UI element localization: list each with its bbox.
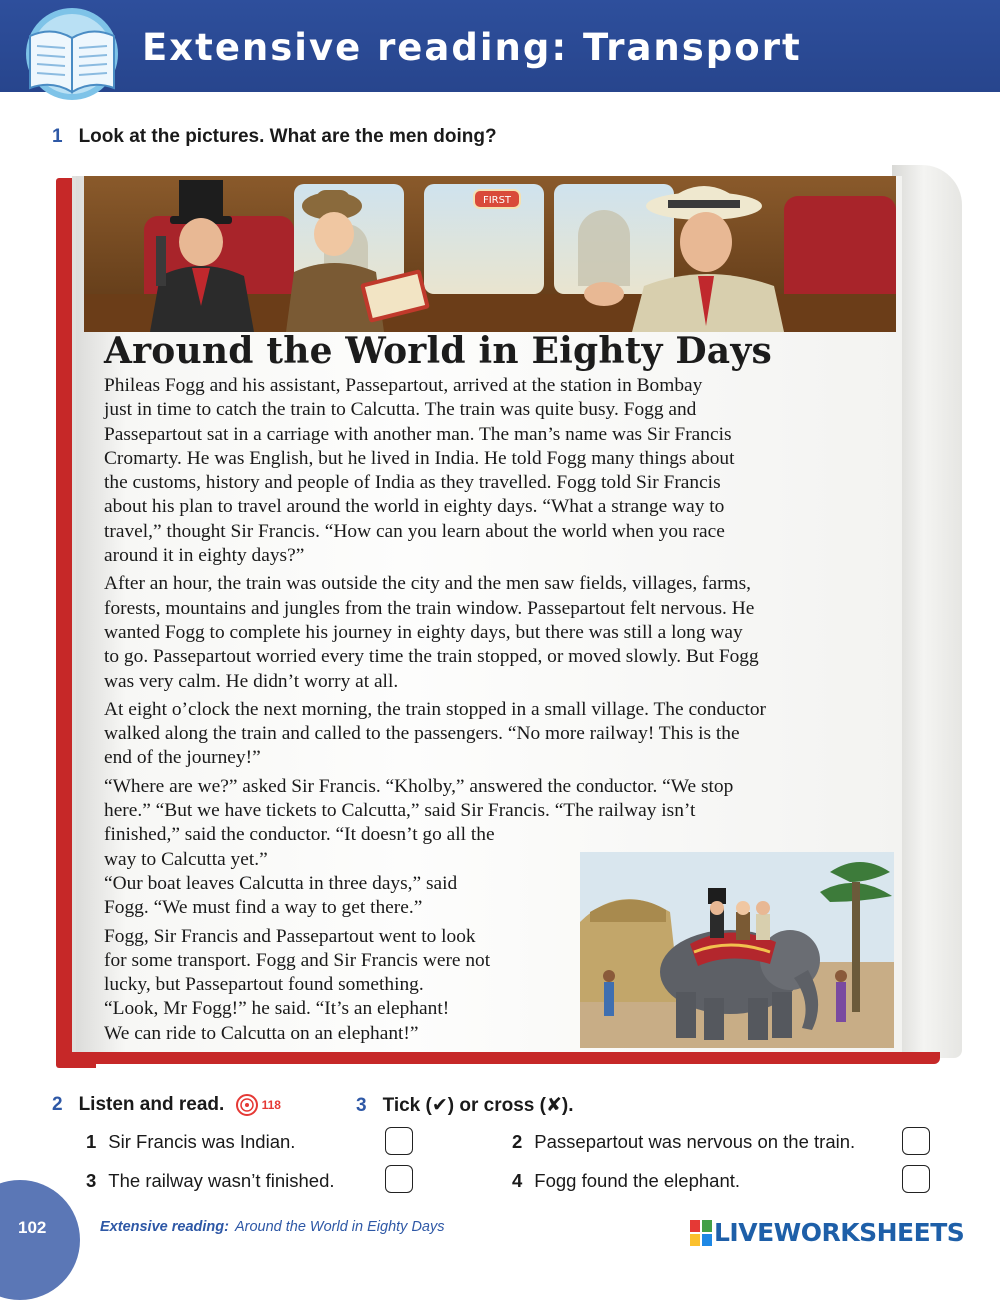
story-line: Fogg. “We must find a way to get there.” — [104, 897, 423, 919]
statement-number: 3 — [86, 1170, 97, 1191]
statement-2 — [512, 1131, 855, 1153]
story-line: After an hour, the train was outside the city and the men saw fields, villages, farms, — [104, 573, 752, 595]
liveworksheets-brand: LIVEWORKSHEETS — [714, 1218, 965, 1247]
liveworksheets-icon — [690, 1220, 712, 1246]
story-line: lucky, but Passepartout found something. — [104, 974, 424, 996]
story-line: finished,” said the conductor. “It doesn’t go all the — [104, 824, 495, 846]
story-line: travel,” thought Sir Francis. “How can you learn about the world when you race — [104, 520, 725, 542]
exercise-2-number: 2 — [52, 1094, 63, 1116]
answer-box-3[interactable] — [385, 1165, 413, 1193]
story-line: Cromarty. He was English, but he lived in India. He told Fogg many things about — [104, 447, 735, 469]
story-line: the customs, history and people of India as they travelled. Fogg told Sir Francis — [104, 472, 721, 494]
story-line: way to Calcutta yet.” — [104, 848, 268, 870]
statement-text: Passepartout was nervous on the train. — [534, 1131, 856, 1152]
train-carriage-illustration — [84, 176, 896, 332]
exercise-1-instruction — [52, 126, 497, 148]
story-line: We can ride to Calcutta on an elephant!” — [104, 1022, 419, 1044]
statement-text: The railway wasn’t finished. — [108, 1170, 335, 1191]
story-paragraph-1 — [104, 374, 766, 568]
statement-1 — [86, 1131, 295, 1153]
story-line: just in time to catch the train to Calcutta. The train was quite busy. Fogg and — [104, 399, 697, 421]
statement-number: 1 — [86, 1131, 97, 1152]
story-line: end of the journey!” — [104, 747, 261, 769]
story-line: “Our boat leaves Calcutta in three days,” said — [104, 872, 458, 894]
liveworksheets-logo[interactable] — [690, 1218, 964, 1247]
story-line: Fogg, Sir Francis and Passepartout went to look — [104, 925, 476, 947]
story-line: around it in eighty days?” — [104, 545, 305, 567]
answer-box-1[interactable] — [385, 1127, 413, 1155]
page-number: 102 — [18, 1218, 47, 1237]
exercise-3-number: 3 — [356, 1095, 367, 1116]
page-number-badge — [0, 1180, 80, 1300]
cd-audio-icon[interactable] — [236, 1094, 258, 1116]
story-line: “Where are we?” asked Sir Francis. “Kholby,” answered the conductor. “We stop — [104, 775, 734, 797]
statement-text: Fogg found the elephant. — [534, 1170, 741, 1191]
story-line: about his plan to travel around the world in eighty days. “What a strange way to — [104, 496, 725, 518]
story-line: Passepartout sat in a carriage with another man. The man’s name was Sir Francis — [104, 423, 732, 445]
story-line: At eight o’clock the next morning, the train stopped in a small village. The conductor — [104, 698, 766, 720]
story-line: “Look, Mr Fogg!” he said. “It’s an elephant! — [104, 998, 450, 1020]
answer-box-4[interactable] — [902, 1165, 930, 1193]
statement-number: 4 — [512, 1170, 523, 1191]
story-line: here.” “But we have tickets to Calcutta,” said Sir Francis. “The railway isn’t — [104, 800, 696, 822]
book-cover-bottom — [60, 1052, 940, 1064]
exercise-3-text: Tick (✔) or cross (✘). — [382, 1095, 574, 1116]
page-title: Extensive reading: Transport — [142, 26, 802, 69]
story-line: walked along the train and called to the passengers. “No more railway! This is the — [104, 723, 740, 745]
story-line: forests, mountains and jungles from the train window. Passepartout felt nervous. He — [104, 597, 755, 619]
exercise-1-text: Look at the pictures. What are the men doing? — [78, 126, 497, 147]
answer-box-2[interactable] — [902, 1127, 930, 1155]
statement-4 — [512, 1170, 740, 1192]
story-line: wanted Fogg to complete his journey in eighty days, but there was still a long way — [104, 621, 743, 643]
statement-text: Sir Francis was Indian. — [108, 1131, 296, 1152]
exercise-3-instruction — [356, 1094, 574, 1117]
story-paragraph-2 — [104, 572, 766, 693]
exercise-2-instruction — [52, 1094, 281, 1116]
footer-caption — [100, 1219, 444, 1235]
train-first-sign: FIRST — [482, 195, 512, 206]
story-line: to go. Passepartout worried every time the train stopped, or moved slowly. But Fogg — [104, 646, 759, 668]
book-page-curl — [892, 165, 962, 1058]
story-line: Phileas Fogg and his assistant, Passepartout, arrived at the station in Bombay — [104, 375, 703, 396]
story-line: for some transport. Fogg and Sir Francis were not — [104, 949, 491, 971]
exercise-2-text: Listen and read. — [78, 1094, 225, 1116]
header-banner — [0, 0, 1000, 92]
statement-number: 2 — [512, 1131, 523, 1152]
elephant-illustration — [580, 852, 894, 1048]
exercise-1-number: 1 — [52, 126, 63, 147]
audio-track-number: 118 — [261, 1098, 281, 1112]
footer-section: Extensive reading: — [100, 1219, 229, 1235]
story-paragraph-3 — [104, 698, 766, 771]
open-book-icon — [22, 8, 126, 104]
story-title: Around the World in Eighty Days — [104, 330, 772, 372]
statement-3 — [86, 1170, 335, 1192]
footer-subtitle: Around the World in Eighty Days — [234, 1219, 445, 1235]
story-line: was very calm. He didn’t worry at all. — [104, 670, 399, 692]
